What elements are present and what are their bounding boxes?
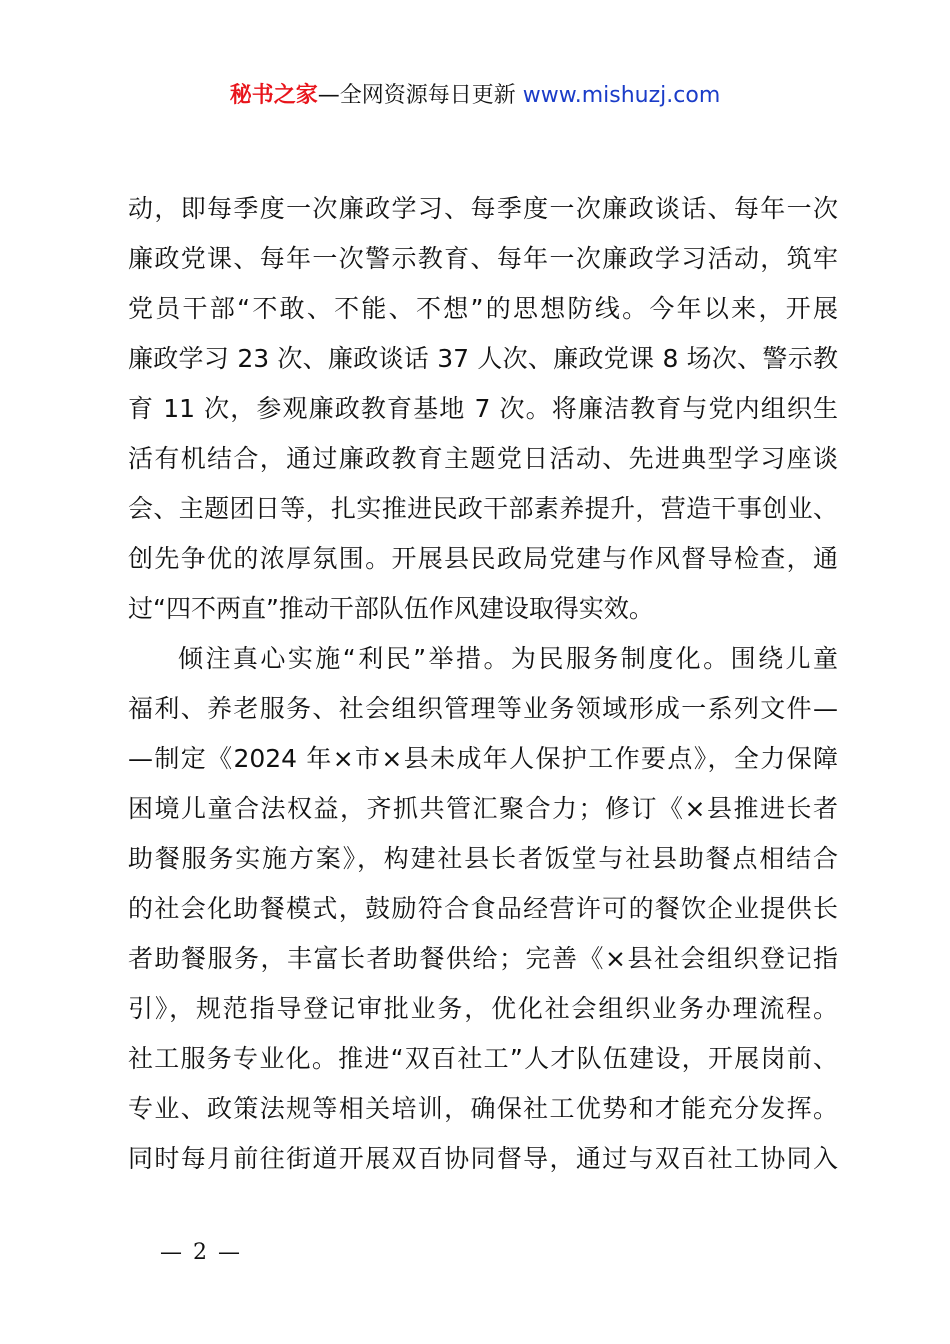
paragraph-first-line: 倾注真心实施“利民”举措。为民服务制度化。围绕儿童 <box>178 644 838 673</box>
site-header <box>0 80 950 112</box>
body-line: 专业、政策法规等相关培训，确保社工优势和才能充分发挥。 <box>128 1094 838 1123</box>
body-line: 助餐服务实施方案》，构建社县长者饭堂与社县助餐点相结合 <box>128 844 838 873</box>
body-line: 同时每月前往街道开展双百协同督导，通过与双百社工协同入 <box>128 1144 838 1173</box>
document-body <box>128 184 838 1184</box>
body-line: —制定《2024 年×市×县未成年人保护工作要点》，全力保障 <box>128 744 838 773</box>
body-line: 廉政党课、每年一次警示教育、每年一次廉政学习活动，筑牢 <box>128 244 838 273</box>
body-line: 福利、养老服务、社会组织管理等业务领域形成一系列文件— <box>128 694 838 723</box>
body-line: 的社会化助餐模式，鼓励符合食品经营许可的餐饮企业提供长 <box>128 894 838 923</box>
body-line: 过“四不两直”推动干部队伍作风建设取得实效。 <box>128 594 654 623</box>
body-line: 活有机结合，通过廉政教育主题党日活动、先进典型学习座谈 <box>128 444 838 473</box>
site-url-link[interactable]: www.mishuzj.com <box>522 83 721 108</box>
body-line: 育 11 次，参观廉政教育基地 7 次。将廉洁教育与党内组织生 <box>128 394 838 423</box>
site-brand: 秘书之家 <box>229 83 318 108</box>
page-number: — 2 — <box>160 1240 242 1265</box>
body-line: 党员干部“不敢、不能、不想”的思想防线。今年以来，开展 <box>128 294 838 323</box>
site-tagline: —全网资源每日更新 <box>317 83 516 108</box>
body-line: 会、主题团日等，扎实推进民政干部素养提升，营造干事创业、 <box>128 494 838 523</box>
body-line: 困境儿童合法权益，齐抓共管汇聚合力；修订《×县推进长者 <box>128 794 838 823</box>
body-line: 动，即每季度一次廉政学习、每季度一次廉政谈话、每年一次 <box>128 194 838 223</box>
body-line: 引》，规范指导登记审批业务，优化社会组织业务办理流程。 <box>128 994 838 1023</box>
body-line: 者助餐服务，丰富长者助餐供给；完善《×县社会组织登记指 <box>128 944 838 973</box>
body-line: 廉政学习 23 次、廉政谈话 37 人次、廉政党课 8 场次、警示教 <box>128 344 838 373</box>
body-line: 社工服务专业化。推进“双百社工”人才队伍建设，开展岗前、 <box>128 1044 838 1073</box>
body-line: 创先争优的浓厚氛围。开展县民政局党建与作风督导检查，通 <box>128 544 838 573</box>
